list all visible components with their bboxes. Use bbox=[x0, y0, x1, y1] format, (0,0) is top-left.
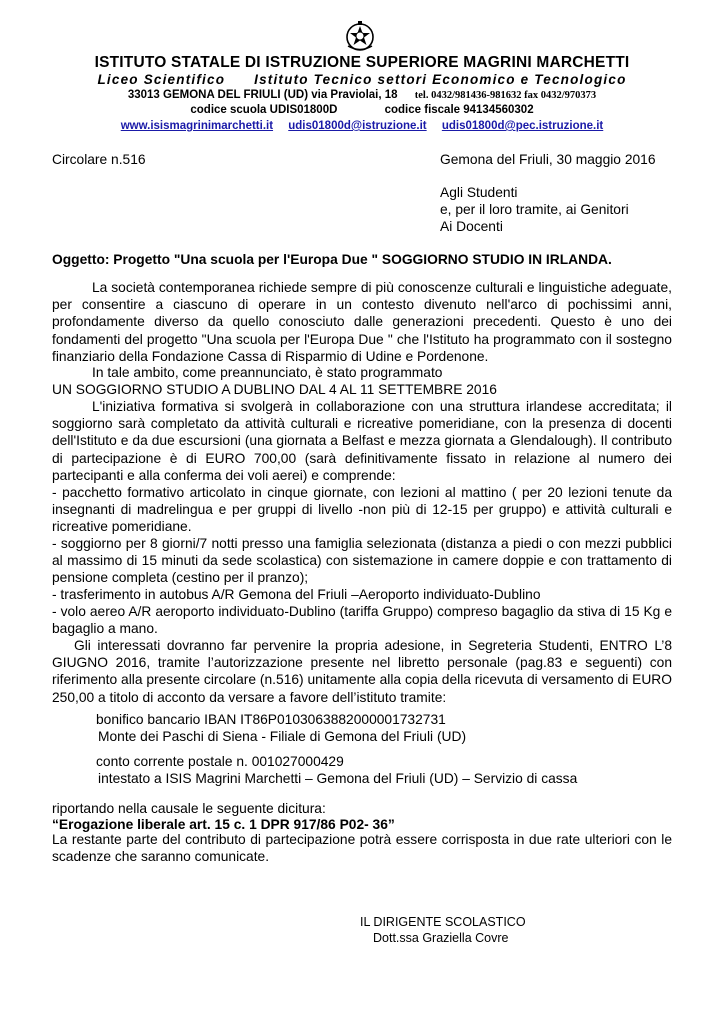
paragraph-programmed: In tale ambito, come preannunciato, è stato programmato bbox=[92, 365, 443, 380]
phone-fax: tel. 0432/981436-981632 fax 0432/970373 bbox=[414, 90, 597, 101]
paragraph-registration: Gli interessati dovranno far pervenire la propria adesione, in Segreteria Studenti, ENTRO L’8 GIUGNO 2016, tramite l’autorizzazione presente nel libretto personale (pag.83 e seguenti) con riferimento alla presente circolare (n.516) unitamente alla copia della ricevuta di versamento di EURO 250,00 a titolo di acconto da versare a favore dell’istituto tramite: bbox=[52, 638, 672, 705]
school-type-liceo: Liceo Scientifico bbox=[97, 72, 226, 87]
signature-name: Dott.ssa Graziella Covre bbox=[373, 931, 509, 945]
list-item-stay: - soggiorno per 8 giorni/7 notti presso una famiglia selezionata (distanza a piedi o con mezzi pubblici al massimo di 15 minuti da sede scolastica) con sistemazione in camere doppie e con trattamento di pensione completa (cestino per il pranzo); bbox=[52, 536, 672, 586]
list-item-training: - pacchetto formativo articolato in cinque giornate, con lezioni al mattino ( per 20 lezioni tenute da insegnanti di madrelingua e per gruppi di livello -non più di 12-15 per gruppo) e attività culturali e ricreative pomeridiane. bbox=[52, 485, 672, 535]
school-type-tecnico: Istituto Tecnico settori Economico e Tecnologico bbox=[254, 72, 627, 87]
paragraph-closing: La restante parte del contributo di partecipazione potrà essere corrisposta in due rate ulteriori con le scadenze che saranno comunicate. bbox=[52, 832, 672, 865]
subject-line: Oggetto: Progetto "Una scuola per l'Europa Due " SOGGIORNO STUDIO IN IRLANDA. bbox=[52, 252, 612, 267]
school-code: codice scuola UDIS01800D bbox=[190, 104, 338, 116]
school-types bbox=[0, 72, 724, 87]
place-date: Gemona del Friuli, 30 maggio 2016 bbox=[440, 152, 656, 167]
postal-account: conto corrente postale n. 001027000429 bbox=[96, 754, 344, 769]
trip-dates: UN SOGGIORNO STUDIO A DUBLINO DAL 4 AL 11 SETTEMBRE 2016 bbox=[52, 382, 497, 397]
bank-iban: bonifico bancario IBAN IT86P0103063882000001732731 bbox=[96, 712, 446, 727]
recipient-parents: e, per il loro tramite, ai Genitori bbox=[440, 202, 629, 217]
italian-republic-emblem-icon bbox=[344, 20, 376, 52]
codes-line bbox=[0, 104, 724, 116]
list-item-flight: - volo aereo A/R aeroporto individuato-Dublino (tariffa Gruppo) compreso bagaglio da stiva di 15 Kg e bagaglio a mano. bbox=[52, 604, 672, 637]
list-item-bus: - trasferimento in autobus A/R Gemona del Friuli –Aeroporto individuato-Dublino bbox=[52, 587, 541, 602]
address: 33013 GEMONA DEL FRIULI (UD) via Praviolai, 18 bbox=[127, 89, 398, 101]
tax-code: codice fiscale 94134560302 bbox=[384, 104, 534, 116]
contact-links bbox=[0, 120, 724, 132]
paragraph-intro: La società contemporanea richiede sempre di più conoscenze culturali e linguistiche adeguate, per consentire a ciascuno di operare in un contesto divenuto nell'arco di pochissimi anni, profondamente diverso da quello conosciuto dalle generazioni precedenti. Questo è uno dei fondamenti del progetto "Una scuola per l'Europa Due " che l'Istituto ha programmato con il sostegno finanziario della Fondazione Cassa di Risparmio di Udine e Pordenone. bbox=[52, 280, 672, 364]
postal-holder: intestato a ISIS Magrini Marchetti – Gemona del Friuli (UD) – Servizio di cassa bbox=[98, 771, 578, 786]
recipient-teachers: Ai Docenti bbox=[440, 219, 503, 234]
signature-title: IL DIRIGENTE SCOLASTICO bbox=[360, 915, 526, 929]
institute-name: ISTITUTO STATALE DI ISTRUZIONE SUPERIORE MAGRINI MARCHETTI bbox=[94, 54, 630, 71]
causal-intro: riportando nella causale le seguente dicitura: bbox=[52, 801, 326, 816]
causal-text: “Erogazione liberale art. 15 c. 1 DPR 917/86 P02- 36” bbox=[52, 817, 395, 832]
recipient-students: Agli Studenti bbox=[440, 185, 518, 200]
address-line bbox=[0, 89, 724, 101]
email-link[interactable]: udis01800d@istruzione.it bbox=[288, 120, 427, 132]
pec-link[interactable]: udis01800d@pec.istruzione.it bbox=[441, 120, 604, 132]
paragraph-initiative: L'iniziativa formativa si svolgerà in collaborazione con una struttura irlandese accreditata; il soggiorno sarà completato da attività culturali e ricreative pomeridiane, con la presenza di docenti dell'Istituto e da due escursioni (una giornata a Belfast e mezza giornata a Glendalough). Il contributo di partecipazione è di EURO 700,00 (sarà definitivamente fissato in relazione al numero dei partecipanti e alla conferma dei voli aerei) e comprende: bbox=[52, 399, 672, 483]
bank-branch: Monte dei Paschi di Siena - Filiale di Gemona del Friuli (UD) bbox=[98, 729, 467, 744]
circular-number: Circolare n.516 bbox=[52, 152, 146, 167]
website-link[interactable]: www.isismagrinimarchetti.it bbox=[120, 120, 274, 132]
